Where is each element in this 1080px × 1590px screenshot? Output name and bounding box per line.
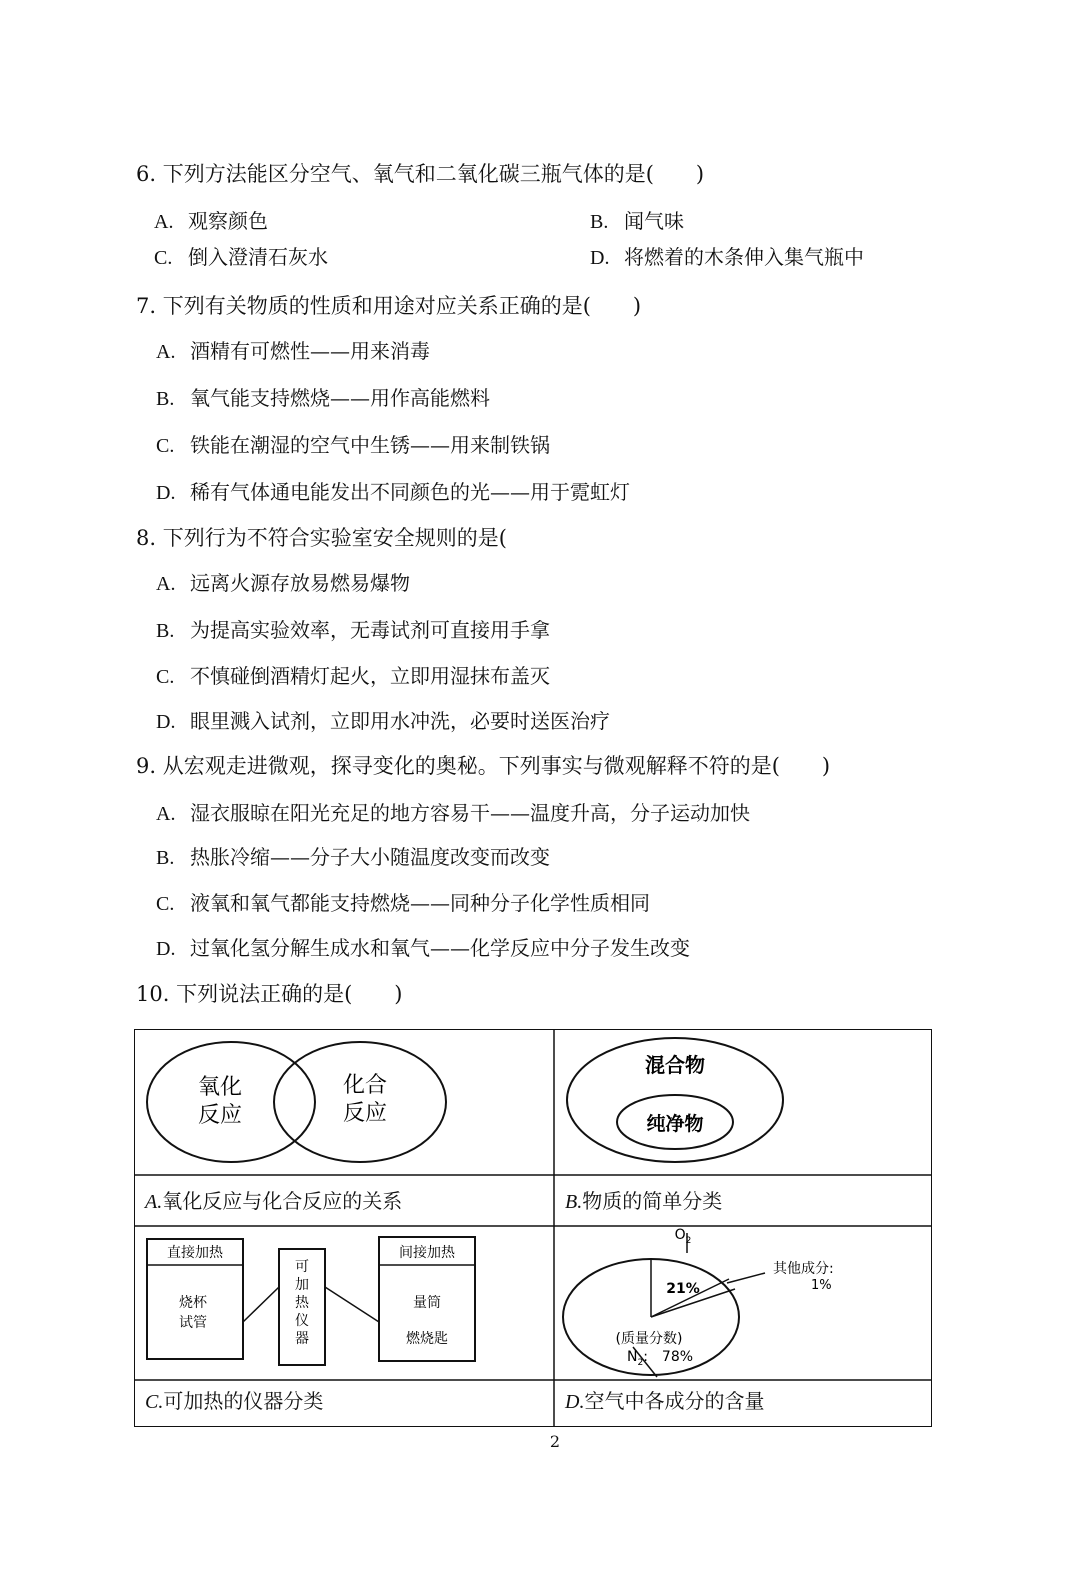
n2-label: $N_2$: 78% (627, 1349, 694, 1368)
middle-char-1: 可 (295, 1259, 309, 1275)
mass-fraction-note: (质量分数) (615, 1331, 683, 1347)
question-7-option-c: C. 铁能在潮湿的空气中生锈——用来制铁锅 (156, 433, 550, 457)
question-9-option-b: B. 热胀冷缩——分子大小随温度改变而改变 (156, 845, 550, 869)
question-9-option-c: C. 液氧和氧气都能支持燃烧——同种分子化学性质相同 (156, 891, 650, 915)
other-percent: 1% (811, 1278, 832, 1293)
indirect-item-cylinder: 量筒 (413, 1295, 441, 1311)
figure-grid (134, 1029, 932, 1427)
page-number: 2 (549, 1432, 561, 1451)
other-label: 其他成分: (773, 1261, 834, 1277)
question-9-option-d: D. 过氧化氢分解生成水和氧气——化学反应中分子发生改变 (156, 936, 690, 960)
instrument-classification-diagram (135, 1227, 555, 1381)
venn-diagram (135, 1030, 555, 1176)
venn-circle-oxidation (147, 1042, 315, 1162)
figure-b-diagram (555, 1030, 933, 1176)
question-8-option-a: A. 远离火源存放易燃易爆物 (156, 571, 410, 595)
connector-right (325, 1287, 379, 1322)
indirect-item-spoon: 燃烧匙 (406, 1331, 448, 1347)
pure-substance-label: 纯净物 (646, 1113, 704, 1135)
venn-left-label-2: 反应 (197, 1103, 243, 1128)
direct-heating-header: 直接加热 (167, 1245, 223, 1261)
question-6-option-d: D. 将燃着的木条伸入集气瓶中 (590, 245, 864, 269)
question-6-option-b: B. 闻气味 (590, 209, 684, 233)
middle-char-2: 加 (295, 1277, 309, 1293)
o2-percent: 21% (666, 1281, 700, 1297)
direct-item-test-tube: 试管 (179, 1315, 207, 1331)
question-10-stem: 10. 下列说法正确的是( ) (136, 982, 403, 1006)
question-7-stem: 7. 下列有关物质的性质和用途对应关系正确的是( ) (136, 294, 642, 318)
other-pointer (727, 1273, 765, 1283)
question-6-option-c: C. 倒入澄清石灰水 (154, 245, 328, 269)
caption-a: A.氧化反应与化合反应的关系 (145, 1189, 403, 1213)
question-8-stem: 8. 下列行为不符合实验室安全规则的是( (136, 526, 507, 550)
mixture-label: 混合物 (645, 1053, 705, 1077)
middle-char-4: 仪 (295, 1313, 309, 1329)
figure-a-diagram (135, 1030, 555, 1176)
question-8-option-d: D. 眼里溅入试剂，立即用水冲洗，必要时送医治疗 (156, 709, 610, 733)
question-6-option-a: A. 观察颜色 (154, 209, 268, 233)
venn-left-label-1: 氧化 (197, 1075, 243, 1100)
caption-c: C.可加热的仪器分类 (145, 1389, 324, 1413)
question-6-stem: 6. 下列方法能区分空气、氧气和二氧化碳三瓶气体的是( ) (136, 162, 705, 186)
direct-item-beaker: 烧杯 (179, 1295, 207, 1311)
connector-left (243, 1287, 279, 1322)
figure-d-diagram (555, 1227, 933, 1381)
question-7-option-d: D. 稀有气体通电能发出不同颜色的光——用于霓虹灯 (156, 480, 630, 504)
question-7-option-a: A. 酒精有可燃性——用来消毒 (156, 339, 430, 363)
question-7-option-b: B. 氧气能支持燃烧——用作高能燃料 (156, 386, 490, 410)
venn-right-label-2: 反应 (342, 1101, 388, 1126)
indirect-heating-header: 间接加热 (399, 1245, 455, 1261)
air-composition-pie (555, 1227, 933, 1381)
question-8-option-c: C. 不慎碰倒酒精灯起火，立即用湿抹布盖灭 (156, 664, 550, 688)
question-8-option-b: B. 为提高实验效率，无毒试剂可直接用手拿 (156, 618, 550, 642)
middle-char-3: 热 (295, 1295, 309, 1311)
caption-d: D.空气中各成分的含量 (565, 1389, 765, 1413)
middle-char-5: 器 (295, 1331, 309, 1347)
o2-label: $O_2$ (674, 1227, 692, 1246)
caption-b: B.物质的简单分类 (565, 1189, 723, 1213)
venn-right-label-1: 化合 (342, 1073, 388, 1098)
figure-c-diagram (135, 1227, 555, 1381)
question-9-option-a: A. 湿衣服晾在阳光充足的地方容易干——温度升高，分子运动加快 (156, 801, 750, 825)
question-9-stem: 9. 从宏观走进微观，探寻变化的奥秘。下列事实与微观解释不符的是( ) (136, 754, 831, 778)
nested-sets-diagram (555, 1030, 933, 1176)
